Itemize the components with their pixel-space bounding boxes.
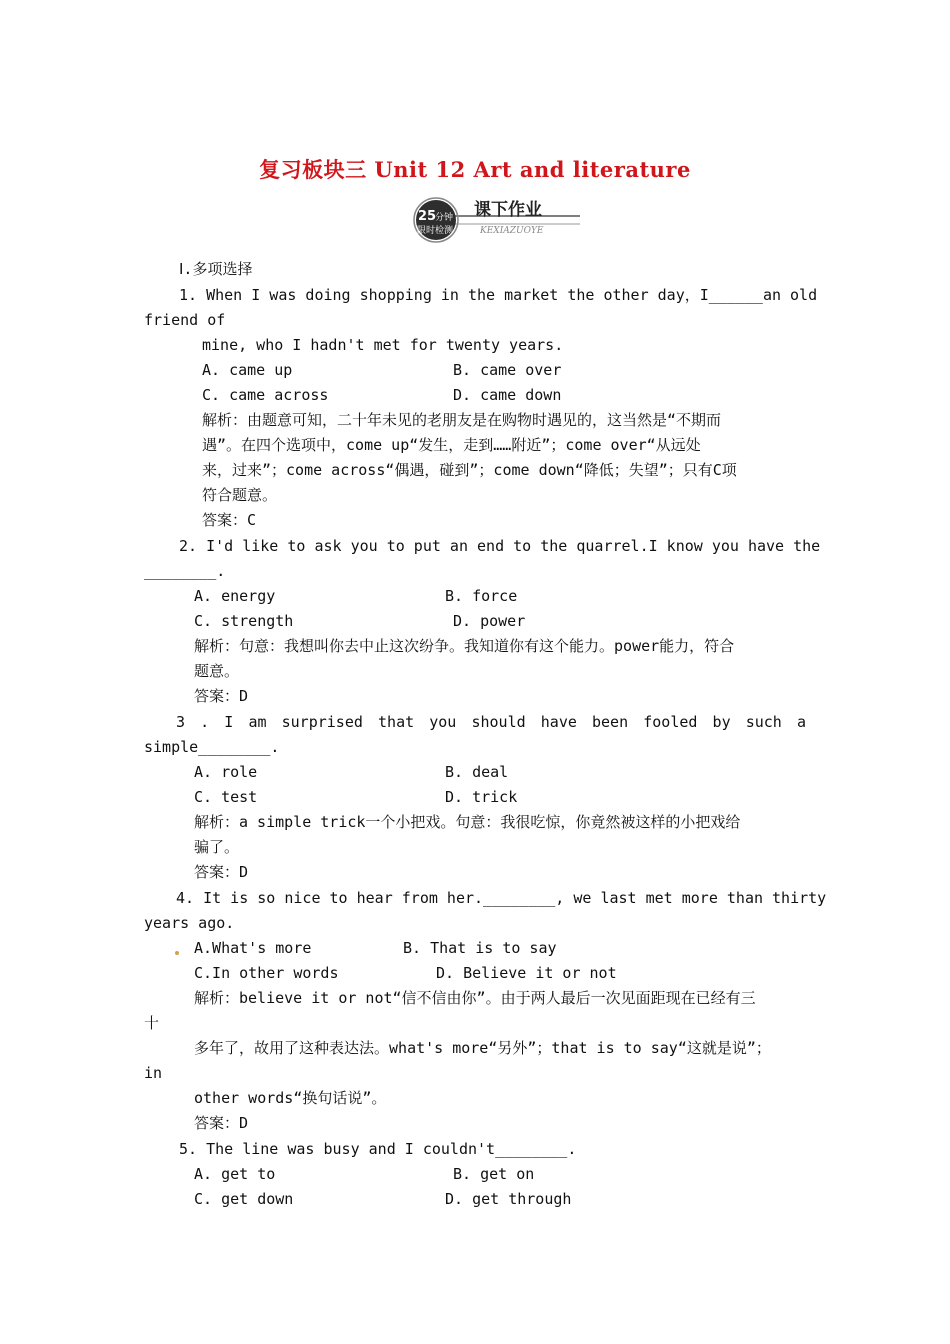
- question-3-analysis-line-1: 解析：a simple trick一个小把戏。句意：我很吃惊，你竟然被这样的小把戏给: [194, 813, 741, 831]
- question-1-analysis-line-4: 符合题意。: [202, 486, 278, 504]
- question-2-answer: 答案：D: [194, 687, 249, 705]
- question-3-option-c: C. test: [194, 788, 258, 806]
- question-4-stem-line-2: years ago.: [144, 914, 235, 932]
- question-1-analysis-line-2: 遇”。在四个选项中，come up“发生，走到……附近”；come over“从远处: [202, 436, 701, 454]
- question-3-stem-line-1: 3 . I am surprised that you should have been fooled by such a: [176, 713, 806, 731]
- question-1-answer: 答案：C: [202, 511, 257, 529]
- question-2-option-c: C. strength: [194, 612, 294, 630]
- question-1-option-b: B. came over: [453, 361, 562, 379]
- question-2-option-d: D. power: [453, 612, 526, 630]
- question-1-analysis-line-3: 来，过来”；come across“偶遇，碰到”；come down“降低；失望”；只有C项: [202, 461, 737, 479]
- section-title: Ⅰ.多项选择: [179, 260, 253, 278]
- badge-pinyin: KEXIAZUOYE: [480, 226, 544, 236]
- question-2-option-a: A. energy: [194, 587, 276, 605]
- question-4-stem-line-1: 4. It is so nice to hear from her.________, we last met more than thirty: [176, 889, 827, 907]
- question-5-option-d: D. get through: [445, 1190, 572, 1208]
- question-1-stem-line-3: mine, who I hadn't met for twenty years.: [202, 336, 564, 354]
- question-4-analysis-line-5: other words“换句话说”。: [194, 1089, 387, 1107]
- badge-number: 25: [418, 209, 437, 224]
- question-4-answer: 答案：D: [194, 1114, 249, 1132]
- question-1-stem-line-1: 1. When I was doing shopping in the market the other day，I______an old: [179, 286, 818, 304]
- question-3-answer: 答案：D: [194, 863, 249, 881]
- question-1-analysis-line-1: 解析：由题意可知，二十年未见的老朋友是在购物时遇见的，这当然是“不期而: [202, 411, 722, 429]
- question-4-option-a: A.What's more: [194, 939, 312, 957]
- question-3-stem-line-2: simple________.: [144, 738, 280, 756]
- question-3-analysis-line-2: 骗了。: [194, 838, 240, 856]
- question-5-option-c: C. get down: [194, 1190, 294, 1208]
- badge-heading: 课下作业: [474, 200, 542, 220]
- question-5-option-a: A. get to: [194, 1165, 276, 1183]
- page-title: 复习板块三 Unit 12 Art and literature: [259, 157, 691, 182]
- question-4-analysis-line-3: 多年了，故用了这种表达法。what's more“另外”；that is to say“这就是说”；: [194, 1039, 771, 1057]
- question-1-stem-line-2: friend of: [144, 311, 226, 329]
- question-2-option-b: B. force: [445, 587, 518, 605]
- question-4-analysis-line-2: 十: [144, 1014, 160, 1032]
- question-1-option-c: C. came across: [202, 386, 329, 404]
- question-2-stem-line-2: ________.: [144, 562, 226, 580]
- question-1-option-a: A. came up: [202, 361, 293, 379]
- question-2-stem-line-1: 2. I'd like to ask you to put an end to the quarrel.I know you have the: [179, 537, 821, 555]
- question-4-option-d: D. Believe it or not: [436, 964, 617, 982]
- question-5-option-b: B. get on: [453, 1165, 535, 1183]
- badge-top-text: 分钟: [435, 213, 454, 223]
- question-4-option-c: C.In other words: [194, 964, 339, 982]
- question-5-stem-line-1: 5. The line was busy and I couldn't________.: [179, 1140, 577, 1158]
- stray-dot: [175, 951, 179, 955]
- question-4-analysis-line-1: 解析：believe it or not“信不信由你”。由于两人最后一次见面距现在已经有三: [194, 989, 756, 1007]
- question-4-option-b: B. That is to say: [403, 939, 557, 957]
- question-1-option-d: D. came down: [453, 386, 562, 404]
- question-3-option-d: D. trick: [445, 788, 518, 806]
- question-3-option-b: B. deal: [445, 763, 509, 781]
- question-3-option-a: A. role: [194, 763, 258, 781]
- homework-badge: [408, 196, 584, 254]
- question-4-analysis-line-4: in: [144, 1064, 163, 1082]
- question-2-analysis-line-2: 题意。: [194, 662, 240, 680]
- question-2-analysis-line-1: 解析：句意：我想叫你去中止这次纷争。我知道你有这个能力。power能力，符合: [194, 637, 735, 655]
- badge-bottom-text: 限时检测: [417, 226, 454, 236]
